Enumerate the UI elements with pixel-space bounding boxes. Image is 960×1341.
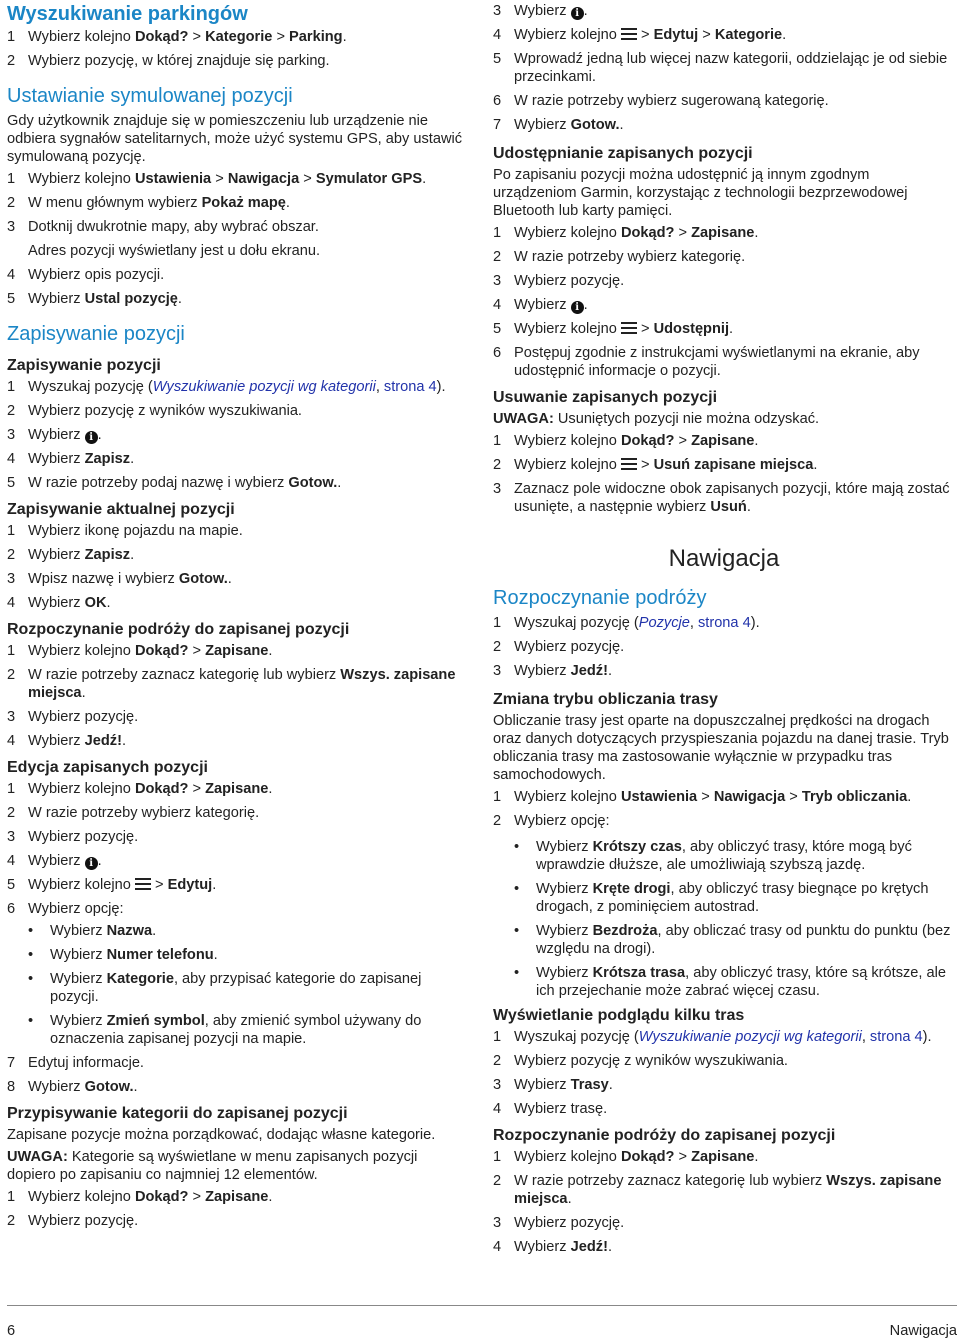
- step: 7 Wybierz Gotow..: [493, 117, 624, 133]
- step: 3 Wybierz pozycję.: [493, 1215, 625, 1231]
- chapter-title: Nawigacja: [668, 545, 780, 572]
- subsection-title: Zapisywanie aktualnej pozycji: [7, 501, 235, 518]
- step: 4 Wybierz trasę.: [493, 1101, 608, 1117]
- subsection-title: Usuwanie zapisanych pozycji: [493, 389, 718, 406]
- step: 1 Wybierz kolejno Dokąd? > Zapisane.: [7, 643, 273, 659]
- step: 2 Wybierz pozycję.: [493, 639, 625, 655]
- step: 3 Wybierz i .: [493, 3, 588, 19]
- step-note: Adres pozycji wyświetlany jest u dołu ekranu.: [28, 243, 321, 259]
- link-page[interactable]: strona 4: [383, 379, 437, 395]
- steps-delete: [493, 432, 955, 516]
- step: 3 Zaznacz pole widoczne obok zapisanych pozycji, które mają zostać usunięte, a następnie wybierz Usuń.: [493, 481, 950, 515]
- option-item: • Wybierz Krótszy czas, aby obliczyć trasy, które mogą być wprawdzie dłuższe, ale umożliwiają szybszą jazdę.: [493, 838, 955, 874]
- step: 3 Wybierz i .: [7, 427, 102, 443]
- step: 4 Wybierz Zapisz.: [7, 451, 135, 467]
- step: 5 W razie potrzeby podaj nazwę i wybierz Gotow..: [7, 475, 342, 491]
- section-title-parking: Wyszukiwanie parkingów: [7, 3, 248, 25]
- options-list: [493, 838, 955, 1000]
- step: 3 Wybierz Trasy.: [493, 1077, 613, 1093]
- step: 5 Wybierz kolejno > Edytuj.: [7, 877, 217, 893]
- step: 1 Wybierz kolejno Dokąd? > Zapisane.: [7, 781, 273, 797]
- step: 6 W razie potrzeby wybierz sugerowaną kategorię.: [493, 93, 829, 109]
- option-item: • Wybierz Krótsza trasa, aby obliczyć trasy, które są krótsze, ale ich przejechanie może zabrać więcej czasu.: [493, 964, 955, 1000]
- step: 1 Wybierz kolejno Dokąd? > Zapisane.: [493, 225, 759, 241]
- menu-icon: [135, 878, 151, 890]
- steps-parking: [7, 28, 467, 70]
- step: 2 Wybierz kolejno > Usuń zapisane miejsca.: [493, 457, 818, 473]
- option-item: • Wybierz Zmień symbol, aby zmienić symbol używany do oznaczenia zapisanej pozycji na mapie.: [7, 1012, 467, 1048]
- step: 7 Edytuj informacje.: [7, 1055, 144, 1071]
- steps-save-current: [7, 522, 467, 612]
- step: 6 Postępuj zgodnie z instrukcjami wyświetlanymi na ekranie, aby udostępnić informacje o pozycji.: [493, 345, 920, 379]
- step: 5 Wybierz kolejno > Udostępnij.: [493, 321, 734, 337]
- step: 4 Wybierz Jedź!.: [7, 733, 127, 749]
- step: 4 Wybierz i .: [493, 297, 588, 313]
- step: 2 Wybierz pozycję z wyników wyszukiwania.: [7, 403, 302, 419]
- note: UWAGA: Usuniętych pozycji nie można odzyskać.: [493, 411, 820, 427]
- step: 2 W menu głównym wybierz Pokaż mapę.: [7, 195, 290, 211]
- step: 1 Wybierz kolejno Dokąd? > Zapisane.: [7, 1189, 273, 1205]
- steps-share: [493, 224, 955, 380]
- step: 2 W razie potrzeby wybierz kategorię.: [7, 805, 260, 821]
- paragraph: Gdy użytkownik znajduje się w pomieszczeniu lub urządzenie nie odbiera sygnałów satelitarnych, może użyć systemu GPS, aby ustawić symulowaną pozycję.: [7, 113, 463, 165]
- step: 3 Wybierz Jedź!.: [493, 663, 613, 679]
- section-title-start-trip: Rozpoczynanie podróży: [493, 587, 707, 609]
- paragraph: Po zapisaniu pozycji można udostępnić ją innym zgodnym urządzeniom Garmin, korzystając z technologii bezprzewodowej Bluetooth lub karty pamięci.: [493, 167, 908, 219]
- steps-go-saved: [7, 642, 467, 750]
- subsection-title: Udostępnianie zapisanych pozycji: [493, 145, 753, 162]
- option-item: • Wybierz Numer telefonu.: [7, 946, 467, 964]
- subsection-title: Wyświetlanie podglądu kilku tras: [493, 1007, 745, 1024]
- subsection-title: Zmiana trybu obliczania trasy: [493, 691, 718, 708]
- steps-go-saved-2: [493, 1148, 955, 1256]
- step: 5 Wprowadź jedną lub więcej nazw kategorii, oddzielając je od siebie przecinkami.: [493, 51, 948, 85]
- step: 3 Wpisz nazwę i wybierz Gotow..: [7, 571, 232, 587]
- step: 3 Wybierz pozycję.: [7, 709, 139, 725]
- step: 1 Wybierz kolejno Dokąd? > Zapisane.: [493, 1149, 759, 1165]
- info-icon: i: [85, 431, 98, 444]
- subsection-title: Przypisywanie kategorii do zapisanej pozycji: [7, 1105, 348, 1122]
- step: 1 Wybierz kolejno Ustawienia > Nawigacja > Symulator GPS.: [7, 171, 427, 187]
- link-positions[interactable]: Pozycje: [638, 615, 690, 631]
- left-column: [7, 0, 467, 1236]
- link-page[interactable]: strona 4: [869, 1029, 923, 1045]
- step: 2 W razie potrzeby wybierz kategorię.: [493, 249, 746, 265]
- step: 6 Wybierz opcję: • Wybierz Nazwa. • Wybierz Numer telefonu. • Wybierz Kategorie, aby przypisać kategorie do zapisanej pozycji. • Wybierz Zmień symbol, aby zmienić symbol używany do oznaczenia zapisanej pozycji na mapie.: [7, 900, 467, 1048]
- step: 4 Wybierz kolejno > Edytuj > Kategorie.: [493, 27, 787, 43]
- step: 8 Wybierz Gotow..: [7, 1079, 138, 1095]
- step: 3 Dotknij dwukrotnie mapy, aby wybrać obszar.: [7, 219, 319, 235]
- page-number: 6: [7, 1323, 16, 1339]
- steps-simulated: [7, 170, 467, 308]
- option-item: • Wybierz Kręte drogi, aby obliczyć trasy biegnące po krętych drogach, z pominięciem autostrad.: [493, 880, 955, 916]
- step: 1 Wyszukaj pozycję (Pozycje, strona 4).: [493, 615, 760, 631]
- subsection-title: Zapisywanie pozycji: [7, 357, 161, 374]
- steps-assign-category: [7, 1188, 467, 1230]
- step: 2 Wybierz pozycję, w której znajduje się parking.: [7, 53, 330, 69]
- steps-start-trip: [493, 614, 955, 680]
- option-item: • Wybierz Kategorie, aby przypisać kategorie do zapisanej pozycji.: [7, 970, 467, 1006]
- step: 2 W razie potrzeby zaznacz kategorię lub wybierz Wszys. zapisane miejsca.: [493, 1173, 942, 1207]
- steps-calc-mode: [493, 788, 955, 1000]
- options-list: [7, 922, 467, 1048]
- step: 1 Wyszukaj pozycję (Wyszukiwanie pozycji wg kategorii, strona 4).: [493, 1029, 932, 1045]
- step: 4 Wybierz Jedź!.: [493, 1239, 613, 1255]
- menu-icon: [621, 28, 637, 40]
- step: 2 Wybierz pozycję.: [7, 1213, 139, 1229]
- menu-icon: [621, 322, 637, 334]
- step: 1 Wybierz ikonę pojazdu na mapie.: [7, 523, 243, 539]
- subsection-title: Rozpoczynanie podróży do zapisanej pozycji: [493, 1127, 836, 1144]
- option-item: • Wybierz Bezdroża, aby obliczać trasy od punktu do punktu (bez względu na drogi).: [493, 922, 955, 958]
- subsection-title: Edycja zapisanych pozycji: [7, 759, 208, 776]
- link-page[interactable]: strona 4: [697, 615, 751, 631]
- info-icon: i: [571, 7, 584, 20]
- steps-preview-routes: [493, 1028, 955, 1118]
- step: 2 Wybierz opcję: • Wybierz Krótszy czas, aby obliczyć trasy, które mogą być wprawdzie dłuższe, ale umożliwiają szybszą jazdę. • Wybierz Kręte drogi, aby obliczyć trasy biegnące po krętych drogach, z pominięciem autostrad. • Wybierz Bezdroża, aby obliczać trasy od punktu do punktu (bez względu na drogi). • Wybierz Krótsza trasa, aby obliczyć trasy, które są krótsze, ale ich przejechanie może zabrać więcej czasu.: [493, 812, 955, 1000]
- info-icon: i: [85, 857, 98, 870]
- step: 4 Wybierz opis pozycji.: [7, 267, 165, 283]
- step: 1 Wybierz kolejno Dokąd? > Kategorie > Parking.: [7, 29, 347, 45]
- step: 1 Wybierz kolejno Dokąd? > Zapisane.: [493, 433, 759, 449]
- paragraph: Obliczanie trasy jest oparte na dopuszczalnej prędkości na drogach oraz danych dotyczących przyspieszania pojazdu na danej trasie. Tryb obliczania trasy ma zastosowanie wyłącznie w przypadku tras samochodowych.: [493, 713, 949, 783]
- step: 1 Wybierz kolejno Ustawienia > Nawigacja > Tryb obliczania.: [493, 789, 912, 805]
- right-column: [493, 0, 955, 1262]
- section-title-simulated: Ustawianie symulowanej pozycji: [7, 85, 293, 107]
- step: 2 Wybierz pozycję z wyników wyszukiwania.: [493, 1053, 788, 1069]
- step: 4 Wybierz OK.: [7, 595, 111, 611]
- step: 2 Wybierz Zapisz.: [7, 547, 135, 563]
- step: 3 Wybierz pozycję.: [7, 829, 139, 845]
- note: UWAGA: Kategorie są wyświetlane w menu zapisanych pozycji dopiero po zapisaniu co najmniej 12 elementów.: [7, 1149, 418, 1183]
- step: 4 Wybierz i .: [7, 853, 102, 869]
- paragraph: Zapisane pozycje można porządkować, dodając własne kategorie.: [7, 1127, 436, 1143]
- steps-assign-category-cont: [493, 2, 955, 134]
- link-category-search[interactable]: Wyszukiwanie pozycji wg kategorii: [638, 1029, 862, 1045]
- step: 2 W razie potrzeby zaznacz kategorię lub wybierz Wszys. zapisane miejsca.: [7, 667, 456, 701]
- steps-edit-saved: [7, 780, 467, 1096]
- steps-save: [7, 378, 467, 492]
- footer-divider: [7, 1305, 957, 1306]
- link-category-search[interactable]: Wyszukiwanie pozycji wg kategorii: [152, 379, 376, 395]
- section-title-saving: Zapisywanie pozycji: [7, 323, 185, 345]
- step: 3 Wybierz pozycję.: [493, 273, 625, 289]
- step: 1 Wyszukaj pozycję (Wyszukiwanie pozycji wg kategorii, strona 4).: [7, 379, 446, 395]
- subsection-title: Rozpoczynanie podróży do zapisanej pozycji: [7, 621, 350, 638]
- option-item: • Wybierz Nazwa.: [7, 922, 467, 940]
- info-icon: i: [571, 301, 584, 314]
- menu-icon: [621, 458, 637, 470]
- footer-section: Nawigacja: [889, 1323, 957, 1339]
- step: 5 Wybierz Ustal pozycję.: [7, 291, 182, 307]
